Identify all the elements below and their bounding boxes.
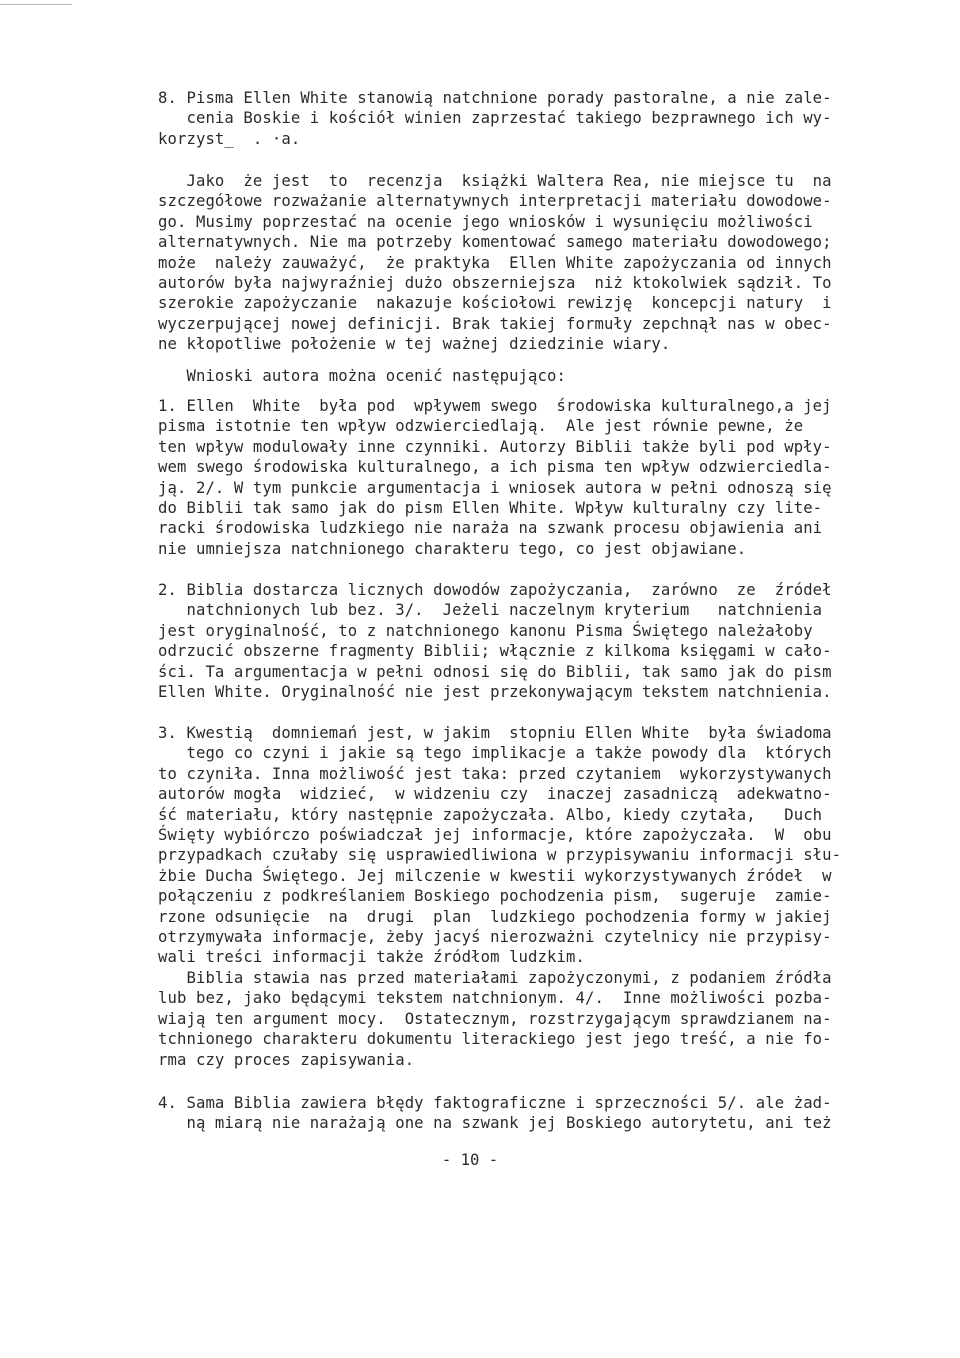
point-1-paragraph: 1. Ellen White była pod wpływem swego środowiska kulturalnego,a jej pisma istotnie ten wpływ odzwierciedlają. Ale jest równie pewne, że ten wpływ modulowały inne czynniki. Autorzy Biblii także byli pod wpły- wem swego środowiska kulturalnego, a ich pisma ten wpływ odzwierciedla- ją. 2/. W tym punkcie argumentacja i wniosek autora w pełni odnoszą się do Biblii tak samo jak do pism Ellen White. Wpływ kulturalny czy lite- racki środowiska ludzkiego nie naraża na szwank procesu objawienia ani nie umniejsza natchnionego charakteru tego, co jest objawiane. — [158, 397, 832, 558]
point-3-paragraph: 3. Kwestią domniemań jest, w jakim stopniu Ellen White była świadoma tego co czyni i jakie są tego implikacje a także powody dla których to czyniła. Inna możliwość jest taka: przed czytaniem wykorzystywanych autorów mogła widzieć, w widzeniu czy inaczej zasadniczą adekwatno- ść materiału, który następnie zapożyczała. Albo, kiedy czytała, Duch Święty wybiórczo poświadczał jej informacje, które zapożyczała. W obu przypadkach czułaby się usprawiedliwiona w przypisywaniu informacji słu- żbie Ducha Świętego. Jej milczenie w kwestii wykorzystywanych źródeł w połączeniu z podkreślaniem Boskiego pochodzenia pism, sugeruje zamie- rzone odsunięcie na drugi plan ludzkiego pochodzenia formy w jakiej otrzymywała informacje, żeby jacyś nierozważni czytelnicy nie przypisy- wali treści informacji także źródłom ludzkim. Biblia stawia nas przed materiałami zapożyczonymi, z podaniem źródła lub bez, jako będącymi tekstem natchnionym. 4/. Inne możliwości pozba- wiają ten argument mocy. Ostatecznym, rozstrzygającym sprawdzianem na- tchnionego charakteru dokumentu literackiego jest jego treść, a nie fo- rma czy proces zapisywania. — [158, 724, 842, 1069]
conclusions-intro: Wnioski autora można ocenić następująco: — [158, 367, 566, 385]
point-2-paragraph: 2. Biblia dostarcza licznych dowodów zapożyczania, zarówno ze źródeł natchnionych lub bez. 3/. Jeżeli naczelnym kryterium natchnienia jest oryginalność, to z natchnionego kanonu Pisma Świętego należałoby odrzucić obszerne fragmenty Biblii; włącznie z kilkoma księgami w cało- ści. Ta argumentacja w pełni odnosi się do Biblii, tak samo jak do pism Ellen White. Oryginalność nie jest przekonywającym tekstem natchnienia. — [158, 581, 832, 702]
page-number: - 10 - — [441, 1151, 499, 1169]
review-paragraph: Jako że jest to recenzja książki Waltera Rea, nie miejsce tu na szczegółowe rozważanie alternatywnych interpretacji materiału dowodowe- go. Musimy poprzestać na ocenie jego wniosków i wysunięciu możliwości alternatywnych. Nie ma potrzeby komentować samego materiału dowodowego; może należy zauważyć, że praktyka Ellen White zapożyczania od innych autorów była najwyraźniej dużo obszerniejsza niż ktokolwiek sądził. To szerokie zapożyczanie nakazuje kościołowi rewizję koncepcji natury i wyczerpującej nowej definicji. Brak takiej formuły zepchnął nas w obec- ne kłopotliwe położenie w tej ważnej dziedzinie wiary. — [158, 172, 832, 354]
scan-edge-line — [0, 4, 72, 5]
point-4-paragraph: 4. Sama Biblia zawiera błędy faktograficzne i sprzeczności 5/. ale żad- ną miarą nie narażają one na szwank jej Boskiego autorytetu, ani też — [158, 1094, 832, 1133]
point-8-paragraph: 8. Pisma Ellen White stanowią natchnione porady pastoralne, a nie zale- cenia Boskie i kościół winien zaprzestać takiego bezprawnego ich wy- korzyst_ . ·a. — [158, 89, 832, 148]
